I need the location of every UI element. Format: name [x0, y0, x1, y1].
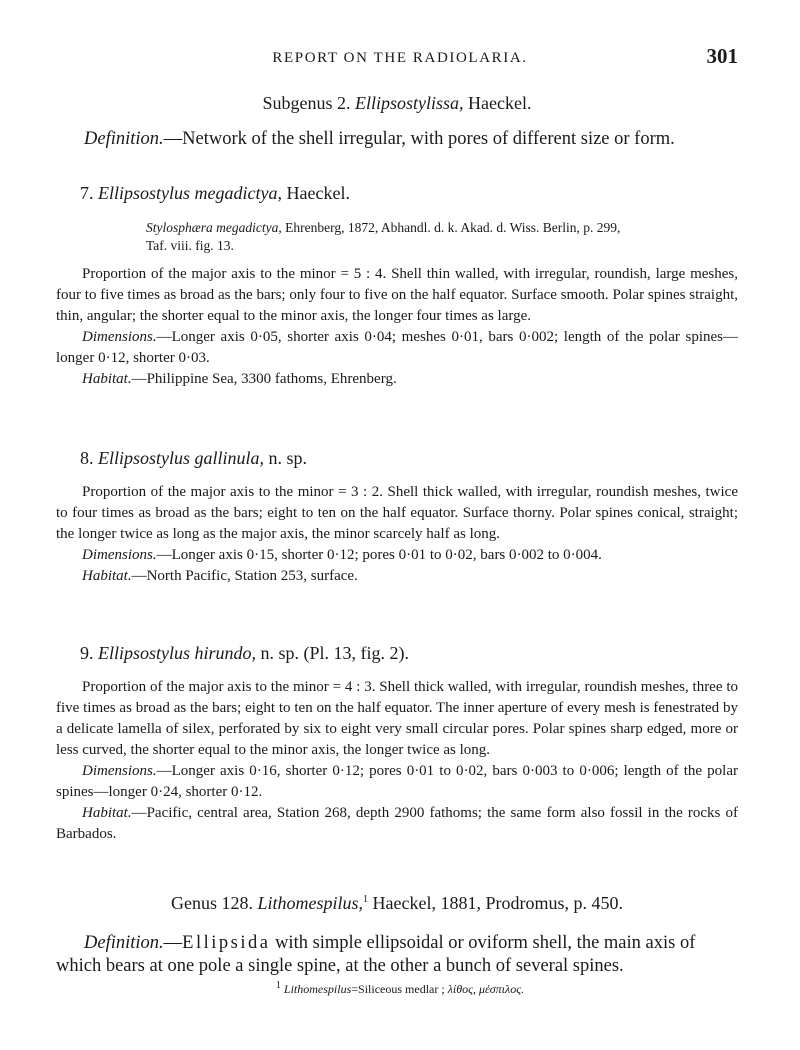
dimensions-label: Dimensions.: [82, 329, 157, 345]
dimensions-text: —Longer axis 0·16, shorter 0·12; pores 0·01 to 0·02, bars 0·003 to 0·006; length of the polar spines—longer 0·24, shorter 0·12.: [56, 763, 738, 800]
synonym-name: Stylosphæra megadictya,: [146, 220, 282, 235]
species-author: n. sp.: [268, 448, 308, 468]
running-title: REPORT ON THE RADIOLARIA.: [272, 50, 528, 66]
definition-label: Definition.: [84, 129, 164, 149]
species-author: Haeckel.: [286, 183, 350, 203]
dimensions-label: Dimensions.: [82, 763, 157, 779]
dimensions-text: —Longer axis 0·15, shorter 0·12; pores 0·01 to 0·02, bars 0·002 to 0·004.: [156, 547, 602, 563]
definition-label: Definition.: [84, 933, 164, 953]
footnote-term: Lithomespilus: [283, 982, 352, 996]
dimensions-label: Dimensions.: [82, 547, 157, 563]
species-description: Proportion of the major axis to the minor = 3 : 2. Shell thick walled, with irregular, roundish meshes, twice to four times as broad as the bars; eight to ten on the half equator. Surface thorny. Polar spines conical, straight; the longer twice as long as the major axis, the minor scarcely half as long.: [56, 484, 738, 542]
habitat-label: Habitat.: [82, 371, 132, 387]
species-description: Proportion of the major axis to the minor = 5 : 4. Shell thin walled, with irregular, roundish, large meshes, four to five times as broad as the bars; only four to five on the half equator. Surface smooth. Polar spines straight, thin, angular; the shorter equal to the minor axis, the longer four times as large.: [56, 266, 738, 324]
habitat-label: Habitat.: [82, 805, 132, 821]
definition-text: —Network of the shell irregular, with pores of different size or form.: [163, 129, 675, 149]
habitat-text: —North Pacific, Station 253, surface.: [131, 568, 358, 584]
species-description: Proportion of the major axis to the minor = 4 : 3. Shell thick walled, with irregular, roundish meshes, three to five times as broad as the bars; eight to ten on the half equator. The inner aperture of every mesh is fenestrated by a delicate lamella of silex, perforated by six to eight very small circular pores. Polar spines sharp edged, more or less curved, the shorter equal to the minor axis, the longer twice as long.: [56, 679, 738, 758]
species-7-body: [56, 264, 738, 390]
habitat-label: Habitat.: [82, 568, 132, 584]
species-number: 8.: [80, 448, 94, 468]
genus-heading: [56, 893, 738, 914]
definition-term: Ellipsida: [182, 933, 271, 953]
genus-prefix: Genus 128.: [171, 893, 253, 913]
species-7-synonymy: [146, 219, 738, 255]
habitat-text: —Pacific, central area, Station 268, depth 2900 fathoms; the same form also fossil in the rocks of Barbados.: [56, 805, 738, 842]
subgenus-definition: [84, 128, 738, 151]
subgenus-author: Haeckel.: [468, 93, 532, 113]
species-8-heading: [80, 448, 738, 469]
species-7-heading: [80, 183, 738, 204]
species-name: Ellipsostylus gallinula,: [98, 448, 265, 468]
species-name: Ellipsostylus megadictya,: [98, 183, 282, 203]
species-8-body: [56, 482, 738, 587]
subgenus-name: Ellipsostylissa,: [355, 93, 464, 113]
species-9-heading: [80, 643, 738, 664]
subgenus-heading: [56, 93, 738, 114]
species-number: 9.: [80, 643, 94, 663]
footnote-mark: 1: [363, 894, 369, 905]
footnote: [0, 980, 800, 997]
genus-name: Lithomespilus,: [257, 893, 364, 913]
genus-definition: Definition.—Ellipsida with simple ellipsoidal or oviform shell, the main axis of which bears at one pole a single spine, at the other a bunch of several spines.: [56, 933, 696, 976]
synonym-reference: Ehrenberg, 1872, Abhandl. d. k. Akad. d. Wiss. Berlin, p. 299,: [285, 220, 621, 235]
species-9-body: [56, 677, 738, 845]
subgenus-prefix: Subgenus 2.: [262, 93, 351, 113]
page-number: 301: [706, 44, 738, 68]
definition-text: with simple ellipsoidal or oviform shell, the main axis of which bears at one pole a single spine, at the other a bunch of several spines.: [56, 933, 696, 976]
dimensions-text: —Longer axis 0·05, shorter axis 0·04; meshes 0·01, bars 0·002; length of the polar spines—longer 0·12, shorter 0·03.: [56, 329, 738, 366]
synonym-reference-cont: Taf. viii. fig. 13.: [146, 238, 234, 253]
species-author: n. sp. (Pl. 13, fig. 2).: [260, 643, 410, 663]
genus-reference: Haeckel, 1881, Prodromus, p. 450.: [372, 893, 623, 913]
habitat-text: —Philippine Sea, 3300 fathoms, Ehrenberg.: [131, 371, 397, 387]
footnote-number: 1: [275, 980, 281, 991]
footnote-text: =Siliceous medlar ;: [351, 982, 445, 996]
footnote-greek: λίθος, μέσπιλος.: [447, 982, 525, 996]
species-name: Ellipsostylus hirundo,: [98, 643, 257, 663]
species-number: 7.: [80, 183, 94, 203]
